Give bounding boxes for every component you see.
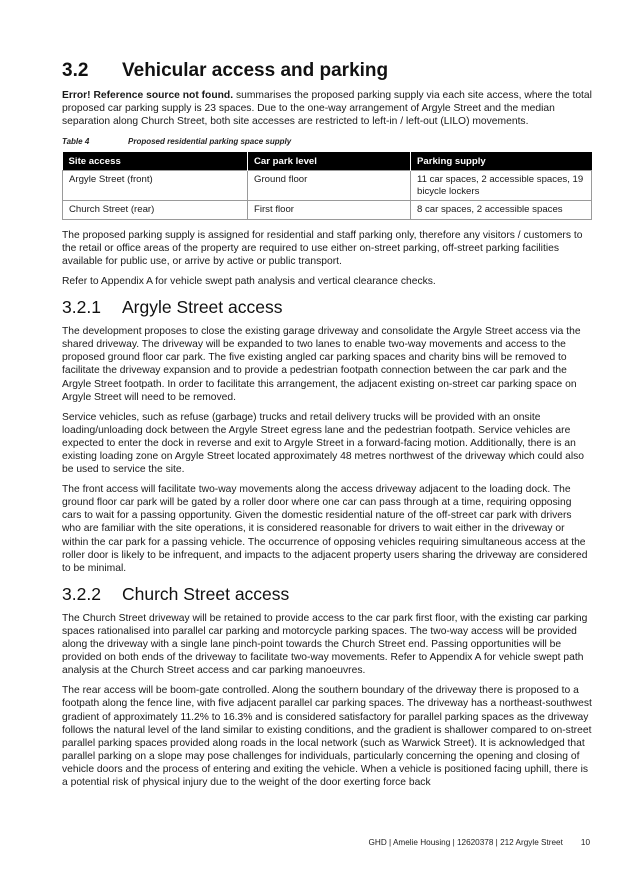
table-row — [63, 201, 592, 220]
reference-error-text: Error! Reference source not found. — [62, 90, 234, 101]
header-site-access: Site access — [63, 152, 248, 171]
body-paragraph: The proposed parking supply is assigned for residential and staff parking only, therefore any visitors / customers to the retail or office areas of the property are required to use either on-street parking, off-street parking facilities available for public use, or arrive by active or public transport. — [62, 229, 583, 267]
page-number: 10 — [580, 838, 590, 847]
body-paragraph: The front access will facilitate two-way movements along the access driveway adjacent to the loading dock. The ground floor car park will be gated by a roller door where one car can pass through at a time, requiring opposing cars to wait for a passing opportunity. Given the domestic residential nature of the off-street car park with drivers who are familiar with the site operations, it is considered reasonable for drivers to wait either in the driveway or within the car park for a passing vehicle. The occurrence of opposing vehicles requiring simultaneous access at the roller door is likely to be infrequent, and impacts to the adjacent property users sharing the driveway are considered to be minimal. — [62, 484, 588, 574]
table-cell: 11 car spaces, 2 accessible spaces, 19 bicycle lockers — [411, 171, 592, 201]
table-caption-title: Proposed residential parking space supply — [128, 137, 292, 147]
subsection-number: 3.2.1 — [62, 297, 101, 318]
table-caption — [62, 137, 592, 146]
subsection-number: 3.2.2 — [62, 583, 101, 604]
table-row — [63, 171, 592, 201]
table-cell: 8 car spaces, 2 accessible spaces — [411, 201, 592, 220]
subsection-title: Argyle Street access — [122, 297, 283, 318]
section-number: 3.2 — [62, 60, 89, 81]
table-caption-number: Table 4 — [62, 137, 90, 147]
body-paragraph: Service vehicles, such as refuse (garbage) trucks and retail delivery trucks will be provided with an onsite loading/unloading dock between the Argyle Street egress lane and the pedestrian footpath. Service vehicles are expected to enter the dock in reverse and exit to Argyle Street in a forward-facing motion. Additionally, there is an existing loading zone on Argyle Street located approximately 48 metres northwest of the driveway which could also be used to service the site. — [62, 411, 584, 476]
section-title: Vehicular access and parking — [122, 60, 389, 81]
body-paragraph: The rear access will be boom-gate controlled. Along the southern boundary of the driveway there is proposed to a footpath along the fence line, with five adjacent parallel car parking spaces. The driveway has a northeast-southwest gradient of approximately 11.2% to 16.3% and is considered satisfactory for parallel parking spaces as the driveway follows the natural level of the land similar to existing conditions, and the gradient is shallower compared to on-street parallel parking spaces provided along roads in the local network (such as Warwick Street). It is acknowledged that parallel parking on a slope may pose challenges for individuals, particularly concerning the opening and closing of vehicle doors and the process of entering and exiting the vehicle. When a vehicle is positioned facing uphill, there is a potential risk of physical injury due to the weight of the door exerting force back — [62, 685, 592, 788]
intro-text: summarises the proposed parking supply via each site access, where the total proposed car parking supply is 23 spaces. Due to the one-way arrangement of Argyle Street and the median separation along Church Street, both site accesses are restricted to left-in / left-out (LILO) movements. — [62, 90, 592, 128]
header-car-park-level: Car park level — [248, 152, 411, 171]
body-paragraph: The Church Street driveway will be retained to provide access to the car park first floor, with the existing car parking spaces rationalised into parallel car parking and motorcycle parking spaces. The two-way access will be provided along the driveway with a single lane pinch-point towards the Church Street end. Passing opportunities will be provided on both ends of the driveway to facilitate two-way movements. Refer to Appendix A for vehicle swept path analysis at the Church Street access and car parking manoeuvres. — [62, 612, 588, 677]
table-cell: First floor — [248, 201, 411, 220]
parking-supply-table — [62, 152, 592, 220]
intro-paragraph — [62, 89, 592, 128]
section-heading — [62, 60, 592, 82]
subsection-heading — [62, 584, 592, 605]
table-header-row — [63, 152, 592, 171]
body-paragraph: Refer to Appendix A for vehicle swept path analysis and vertical clearance checks. — [62, 276, 436, 288]
table-cell: Ground floor — [248, 171, 411, 201]
table-cell: Argyle Street (front) — [63, 171, 248, 201]
footer-text: GHD | Amelie Housing | 12620378 | 212 Argyle Street — [368, 838, 563, 847]
page-footer — [369, 838, 590, 847]
subsection-heading — [62, 297, 592, 318]
page-content — [62, 60, 592, 796]
header-parking-supply: Parking supply — [411, 152, 592, 171]
table-cell: Church Street (rear) — [63, 201, 248, 220]
subsection-title: Church Street access — [122, 583, 290, 604]
body-paragraph: The development proposes to close the existing garage driveway and consolidate the Argyle Street access via the shared driveway. The driveway will be expanded to two lanes to enable two-way movements and access to the proposed ground floor car park. The five existing angled car parking spaces and charity bins will be removed to facilitate the driveway expansion and to provide a pedestrian footpath connection between the car park and the Argyle Street footpath. In order to facilitate this arrangement, the adjacent existing on-street car parking space on Argyle Street will need to be removed. — [62, 326, 581, 403]
